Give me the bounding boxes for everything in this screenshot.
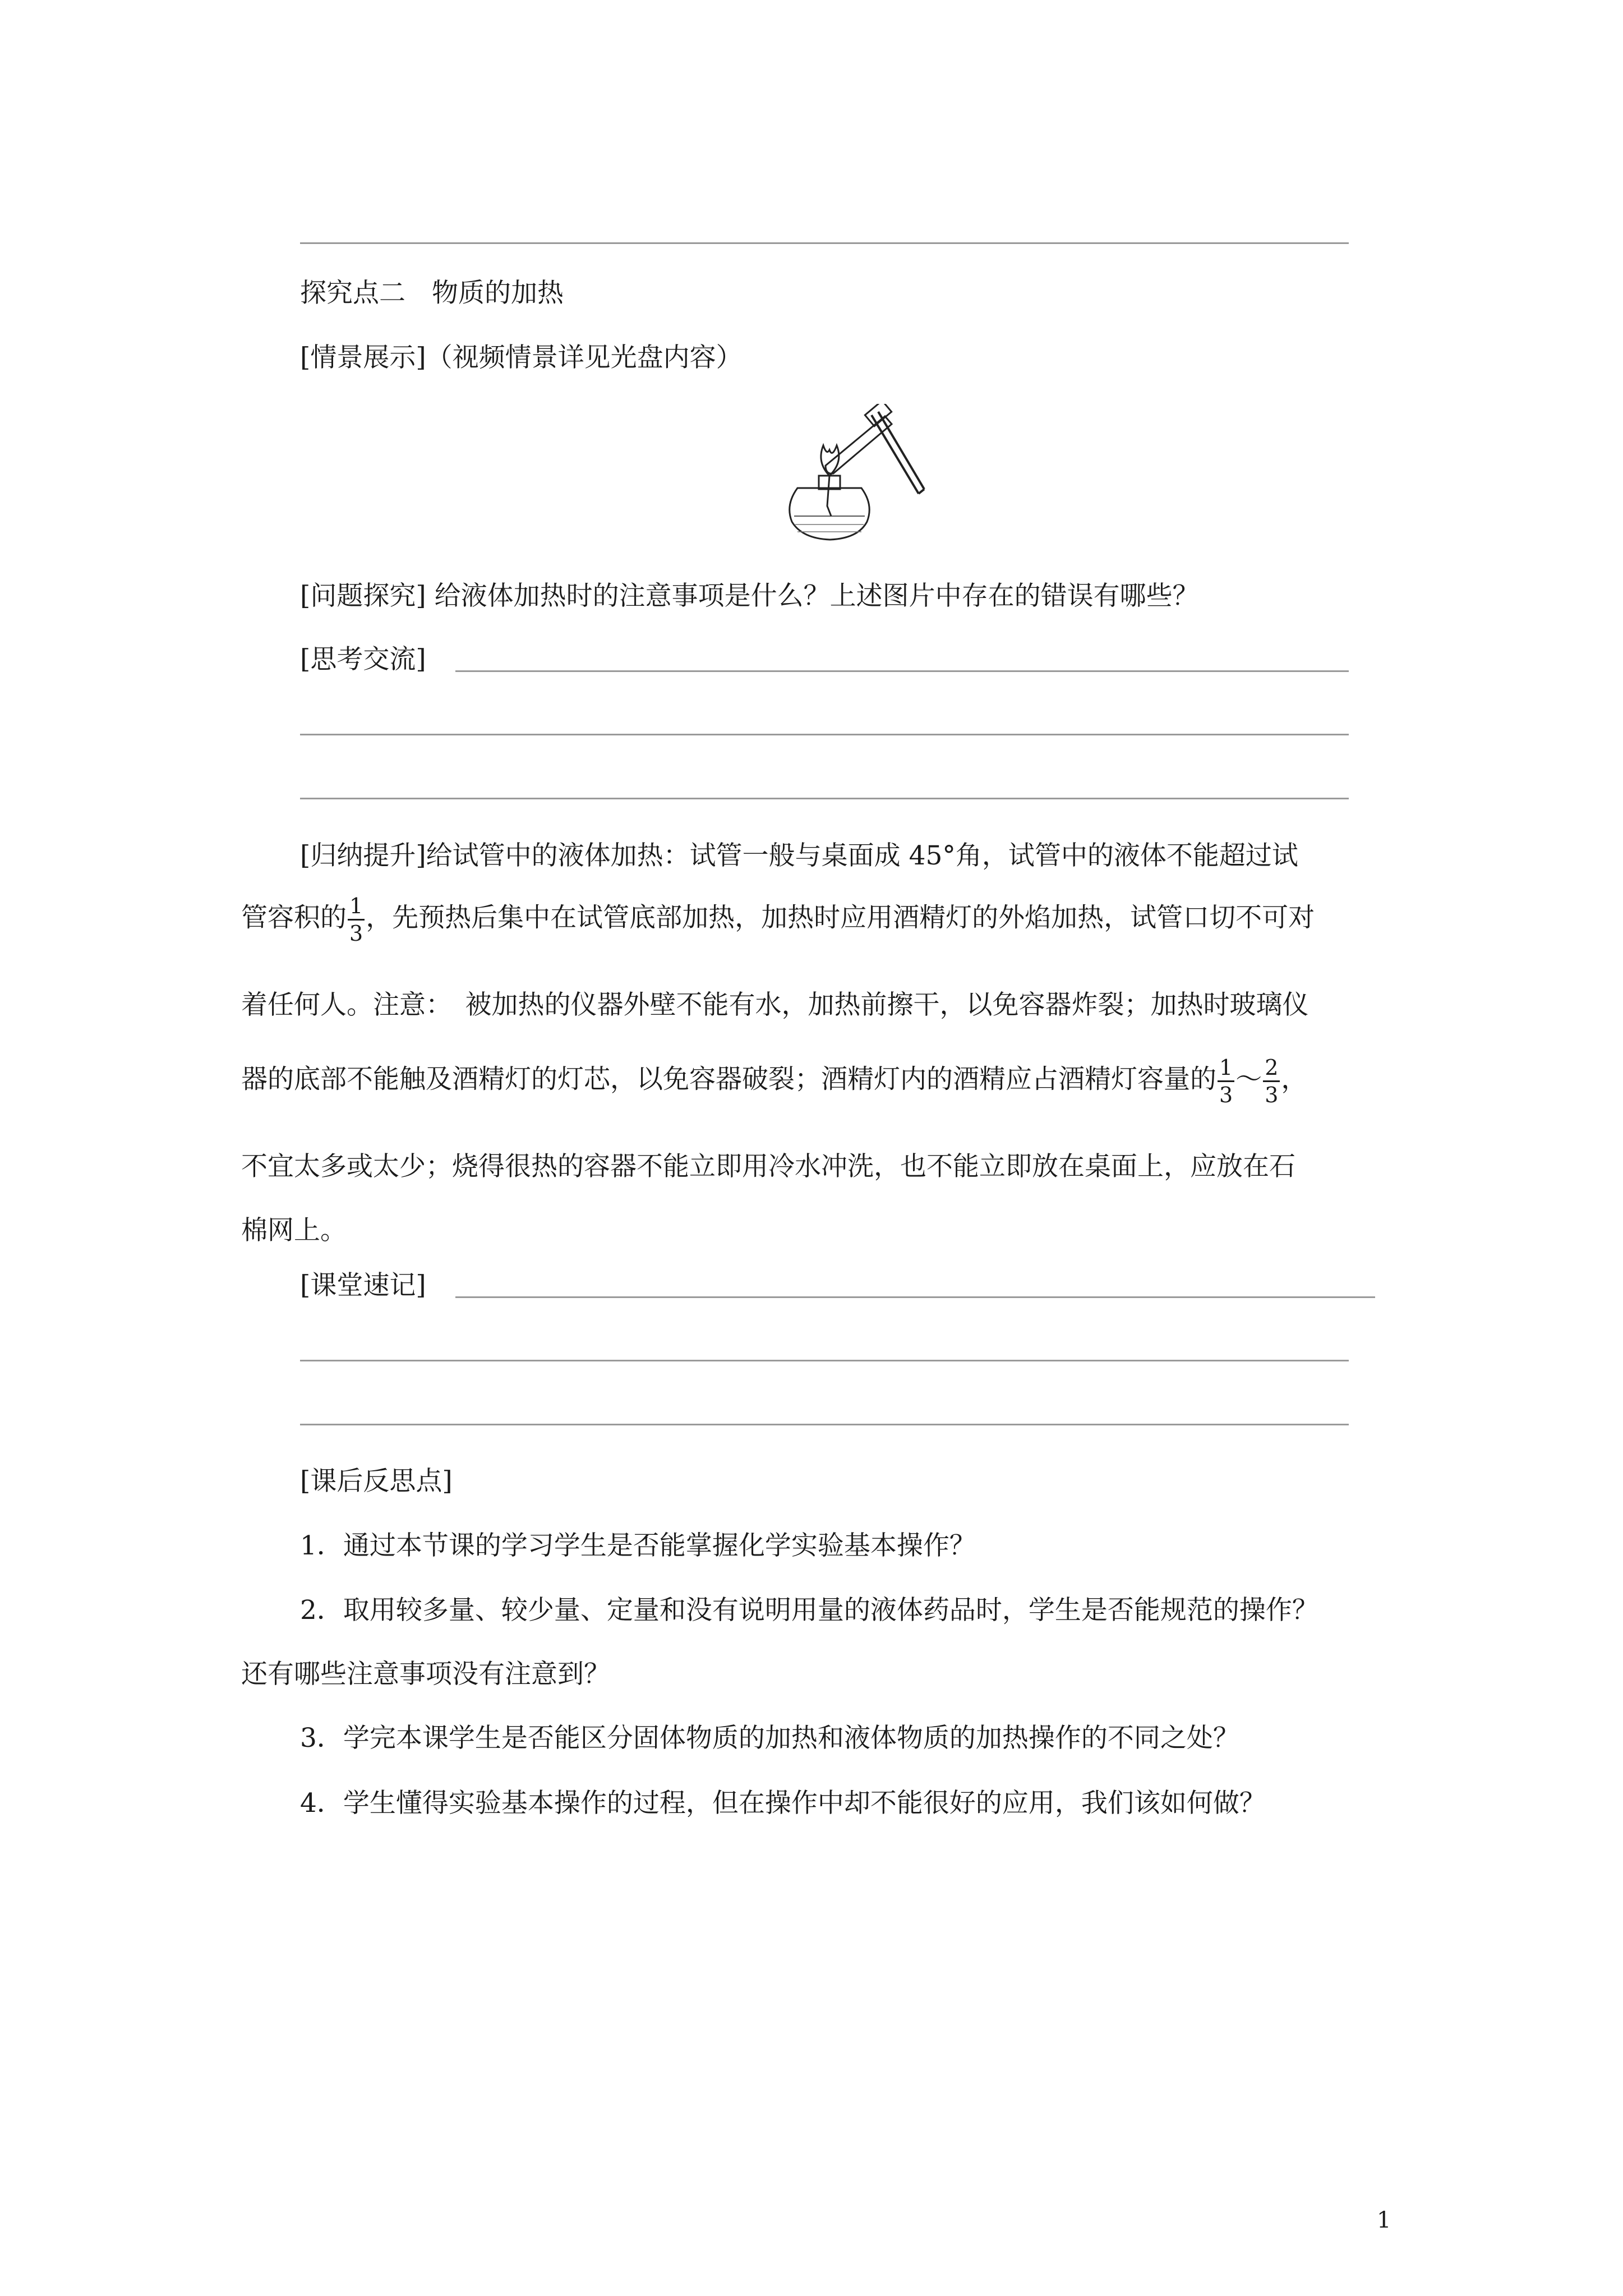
question-text: [问题探究] 给液体加热时的注意事项是什么？上述图片中存在的错误有哪些？ [300, 581, 1199, 611]
summary-line-4-post: ， [1281, 1064, 1308, 1095]
discussion-answer-line-2[interactable] [300, 734, 1349, 735]
reflection-item-2-cont: 还有哪些注意事项没有注意到？ [241, 1659, 610, 1690]
notes-line-2[interactable] [300, 1360, 1349, 1361]
notes-line-1[interactable] [455, 1296, 1375, 1298]
discussion-answer-line-1[interactable] [455, 670, 1349, 672]
alcohol-lamp-figure-icon [763, 404, 931, 550]
summary-line-6: 棉网上。 [241, 1215, 347, 1246]
notes-line-3[interactable] [300, 1424, 1349, 1425]
summary-line-3: 着任何人。注意： 被加热的仪器外壁不能有水，加热前擦干，以免容器炸裂；加热时玻璃仪 [241, 990, 1309, 1020]
page-number: 1 [1377, 2207, 1391, 2233]
discussion-label: [思考交流] [300, 644, 426, 675]
discussion-answer-line-3[interactable] [300, 798, 1349, 799]
range-separator: ～ [1235, 1064, 1262, 1095]
fraction-two-thirds: $\frac{2}{3}$ [1263, 1055, 1280, 1108]
notes-label: [课堂速记] [300, 1270, 426, 1301]
summary-line-5: 不宜太多或太少；烧得很热的容器不能立即用冷水冲洗，也不能立即放在桌面上，应放在石 [241, 1151, 1295, 1182]
fraction-one-third: $\frac{1}{3}$ [348, 893, 365, 946]
reflection-item-1: 1．通过本节课的学习学生是否能掌握化学实验基本操作？ [300, 1530, 976, 1561]
reflection-item-4: 4．学生懂得实验基本操作的过程，但在操作中却不能很好的应用，我们该如何做？ [300, 1788, 1266, 1819]
summary-line-4-pre: 器的底部不能触及酒精灯的灯芯，以免容器破裂；酒精灯内的酒精应占酒精灯容量的 [241, 1064, 1216, 1095]
summary-line-4 [241, 1055, 1329, 1108]
summary-line-1: [归纳提升]给试管中的液体加热：试管一般与桌面成 45°角，试管中的液体不能超过试 [300, 840, 1298, 871]
section-heading: 探究点二 物质的加热 [300, 278, 564, 309]
scene-display-label: [情景展示]（视频情景详见光盘内容） [300, 342, 743, 373]
reflection-item-2: 2．取用较多量、较少量、定量和没有说明用量的液体药品时，学生是否能规范的操作？ [300, 1595, 1318, 1626]
fraction-one-third-range: $\frac{1}{3}$ [1218, 1055, 1234, 1108]
reflection-item-3: 3．学完本课学生是否能区分固体物质的加热和液体物质的加热操作的不同之处？ [300, 1723, 1239, 1754]
summary-line-2-pre: 管容积的 [241, 902, 347, 933]
summary-line-2-post: ，先预热后集中在试管底部加热，加热时应用酒精灯的外焰加热，试管口切不可对 [366, 902, 1315, 933]
answer-rule-top [300, 242, 1349, 244]
summary-line-2 [241, 893, 1329, 946]
reflection-label: [课后反思点] [300, 1466, 453, 1497]
